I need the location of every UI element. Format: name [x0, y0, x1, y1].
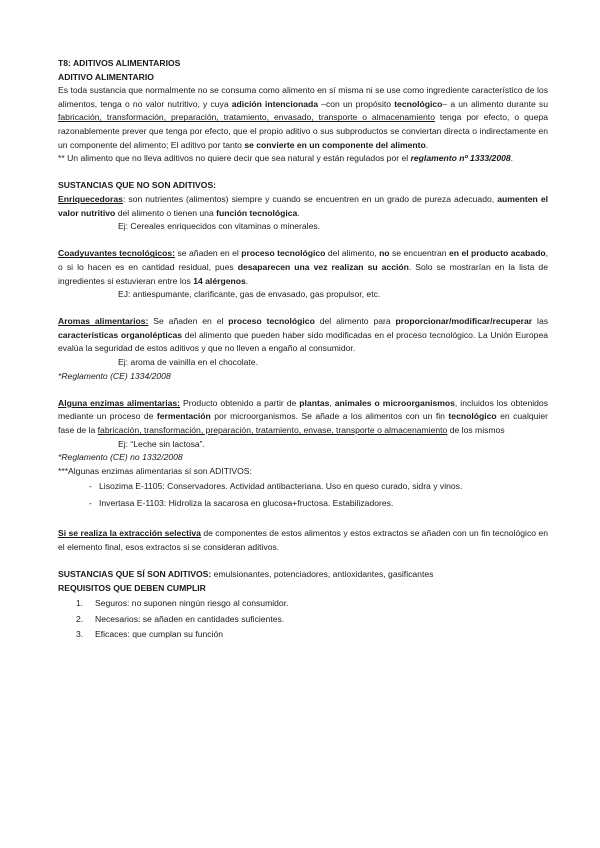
enzimas-note: ***Algunas enzimas alimentarias sí son ADITIVOS: [58, 465, 252, 476]
enriquecedoras-example: Ej: Cereales enriquecidos con vitaminas o minerales. [118, 221, 321, 232]
section-heading-aditivo: ADITIVO ALIMENTARIO [58, 71, 154, 82]
aromas-paragraph: Aromas alimentarios: Se añaden en el proceso tecnológico del alimento para proporcionar/modificar/recuperar las características organolépticas del alimento que pueden haber sido modificadas en el proceso tecnológico. La Unión Europea evalúa la seguridad de estos aditivos y que no lleven a engaño al consumidor. [58, 316, 549, 354]
aditivo-note: ** Un alimento que no lleva aditivos no quiere decir que sea natural y están regulados por el reglamento nº 1333/2008. [58, 153, 514, 164]
section-heading-requisitos: REQUISITOS QUE DEBEN CUMPLIR [58, 582, 206, 593]
aromas-example: Ej: aroma de vainilla en el chocolate. [118, 357, 258, 368]
extraccion-paragraph: Si se realiza la extracción selectiva de componentes de estos alimentos y estos extractos se añaden con un fin tecnológico en el elemento final, esos extractos si se consideran aditivos. [58, 528, 548, 552]
section-heading-no-aditivos: SUSTANCIAS QUE NO SON ADITIVOS: [58, 180, 217, 191]
document-title: T8: ADITIVOS ALIMENTARIOS [58, 58, 181, 68]
requisitos-list [58, 597, 548, 642]
enzimas-example: Ej: “Leche sin lactosa”. [118, 438, 205, 449]
si-aditivos-paragraph: SUSTANCIAS QUE SÍ SON ADITIVOS: emulsionantes, potenciadores, antioxidantes, gasificantes [58, 568, 434, 579]
coadyuvantes-example: EJ: antiespumante, clarificante, gas de envasado, gas propulsor, etc. [118, 289, 381, 300]
list-item: - Lisozima E-1105: Conservadores. Actividad antibacteriana. Uso en queso curado, sidra y vinos. [58, 480, 548, 494]
list-item: 3. Eficaces: que cumplan su función [76, 629, 224, 640]
enzimas-aditivos-list [58, 480, 548, 510]
document-content [58, 57, 548, 642]
enzimas-paragraph: Alguna enzimas alimentarias: Producto obtenido a partir de plantas, animales o microorganismos, incluidos los obtenidos mediante un proceso de fermentación por microorganismos. Se añade a los alimentos con un fin tecnológico en cualquier fase de la fabricación, transformación, preparación, tratamiento, envase, transporte o almacenamiento de los mismos [58, 397, 548, 436]
list-item: 2. Necesarios: se añaden en cantidades suficientes. [76, 613, 285, 624]
aditivo-definition: Es toda sustancia que normalmente no se consuma como alimento en sí misma ni se use como ingrediente característico de los alimentos, tenga o no valor nutritivo, y cuya adición intencionada –con un propósito tecnológico– a un alimento durante su fabricación, transformación, preparación, tratamiento, envasado, transporte o almacenamiento tenga por efecto, o quepa razonablemente prever que tenga por efecto, que el propio aditivo o sus subproductos se conviertan directa o indirectamente en un componente del alimento; El aditivo por tanto se convierte en un componente del alimento. [58, 85, 548, 150]
list-item: - Invertasa E-1103: Hidroliza la sacarosa en glucosa+fructosa. Estabilizadores. [58, 497, 548, 511]
coadyuvantes-paragraph: Coadyuvantes tecnológicos: se añaden en el proceso tecnológico del alimento, no se encuentran en el producto acabado, o si lo hacen es en cantidad residual, pues desaparecen una vez realizan su acción. Solo se mostrarían en la lista de ingredientes si estuvieran entre los 14 alérgenos. [58, 248, 548, 286]
enzimas-regulation: *Reglamento (CE) no 1332/2008 [58, 452, 183, 463]
enriquecedoras-paragraph: Enriquecedoras: son nutrientes (alimentos) siempre y cuando se encuentren en un grado de pureza adecuado, aumenten el valor nutritivo del alimento o tienen una función tecnológica. [58, 193, 548, 218]
list-item: 1. Seguros: no suponen ningún riesgo al consumidor. [76, 598, 289, 609]
aromas-regulation: *Reglamento (CE) 1334/2008 [58, 370, 171, 381]
